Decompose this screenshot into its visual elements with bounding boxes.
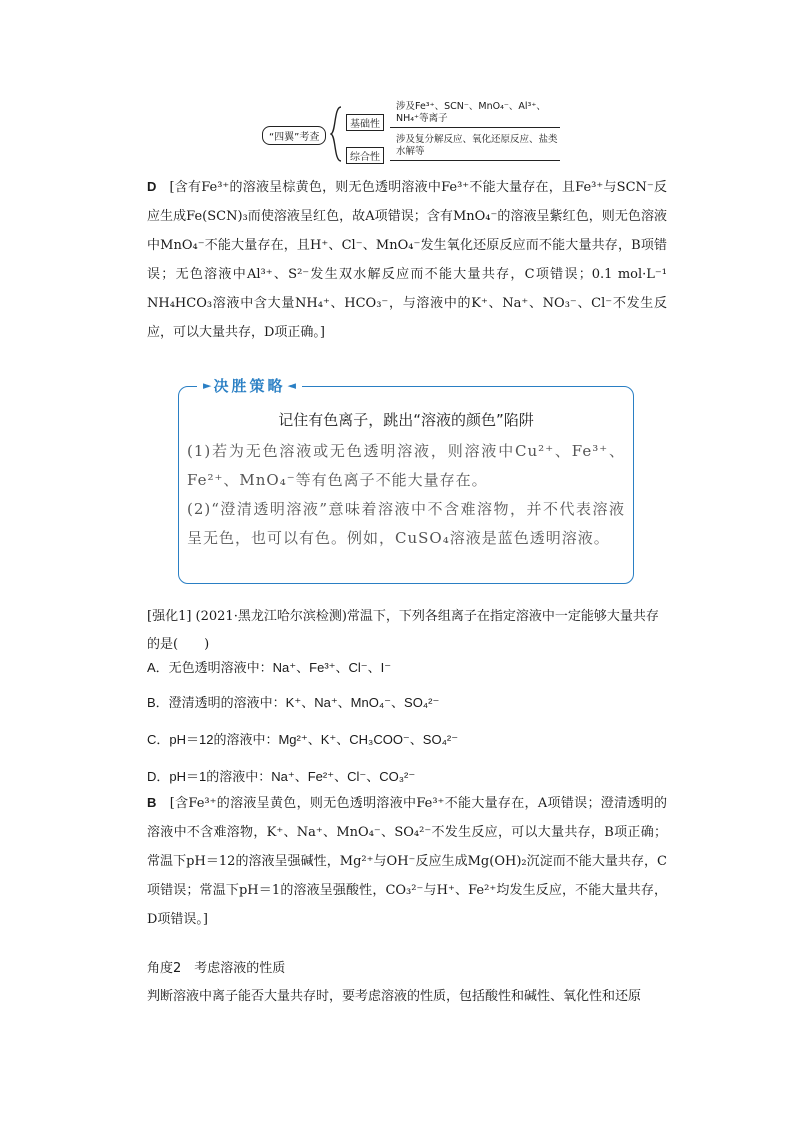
option-c: C．pH＝12的溶液中：Mg²⁺、K⁺、CH₃COO⁻、SO₄²⁻ <box>147 732 459 747</box>
strategy-title: 记住有色离子，跳出“溶液的颜色”陷阱 <box>278 411 534 429</box>
diagram-line <box>390 160 560 161</box>
strategy-tag <box>197 375 302 396</box>
question-stem: [强化1] (2021·黑龙江哈尔滨检测)常温下，下列各组离子在指定溶液中一定能够大量共存的是( ) <box>147 609 659 652</box>
diagram-root: “四翼”考查 <box>262 126 326 145</box>
strategy-item: (1)若为无色溶液或无色透明溶液，则溶液中Cu²⁺、Fe³⁺、Fe²⁺、MnO₄⁻等有色离子不能大量存在。 <box>187 442 625 489</box>
section-heading: 角度2 考虑溶液的性质 <box>147 961 286 976</box>
option-a: A．无色透明溶液中：Na⁺、Fe³⁺、Cl⁻、I⁻ <box>147 660 392 675</box>
brace-icon <box>330 106 342 162</box>
answer-explanation-2 <box>147 788 667 934</box>
mind-map-diagram <box>258 98 568 168</box>
strategy-box <box>178 377 634 584</box>
section-text: 判断溶液中离子能否大量共存时，要考虑溶液的性质，包括酸性和碱性、氧化性和还原 <box>147 989 642 1004</box>
diagram-node-comprehensive-desc: 涉及复分解反应、氧化还原反应、盐类水解等 <box>396 134 558 157</box>
answer-letter: D <box>147 179 157 194</box>
arrow-left-icon: ◄ <box>287 379 296 392</box>
answer-letter: B <box>147 795 157 810</box>
strategy-body <box>187 437 625 553</box>
option-d: D．pH＝1的溶液中：Na⁺、Fe²⁺、Cl⁻、CO₃²⁻ <box>147 769 416 784</box>
strategy-item: (2)“澄清透明溶液”意味着溶液中不含难溶物，并不代表溶液呈无色，也可以有色。例如，CuSO₄溶液是蓝色透明溶液。 <box>187 500 625 547</box>
answer-text: [含Fe³⁺的溶液呈黄色，则无色透明溶液中Fe³⁺不能大量存在，A项错误；澄清透明的溶液中不含难溶物，K⁺、Na⁺、MnO₄⁻、SO₄²⁻不发生反应，可以大量共存，B项正确；常温下pH＝12的溶液呈强碱性，Mg²⁺与OH⁻反应生成Mg(OH)₂沉淀而不能大量共存，C项错误；常温下pH＝1的溶液呈强酸性，CO₃²⁻与H⁺、Fe²⁺均发生反应，不能大量共存，D项错误。] <box>147 796 667 927</box>
diagram-node-comprehensive: 综合性 <box>346 147 384 164</box>
diagram-line <box>390 127 560 128</box>
arrow-right-icon: ► <box>203 379 212 392</box>
answer-explanation-1 <box>147 172 667 347</box>
diagram-node-basic-desc: 涉及Fe³⁺、SCN⁻、MnO₄⁻、Al³⁺、NH₄⁺等离子 <box>396 101 546 124</box>
answer-text: [含有Fe³⁺的溶液呈棕黄色，则无色透明溶液中Fe³⁺不能大量存在，且Fe³⁺与SCN⁻反应生成Fe(SCN)₃而使溶液呈红色，故A项错误；含有MnO₄⁻的溶液呈紫红色，则无色溶液中MnO₄⁻不能大量存在，且H⁺、Cl⁻、MnO₄⁻发生氧化还原反应而不能大量共存，B项错误；无色溶液中Al³⁺、S²⁻发生双水解反应而不能大量共存，C项错误；0.1 mol·L⁻¹ NH₄HCO₃溶液中含大量NH₄⁺、HCO₃⁻，与溶液中的K⁺、Na⁺、NO₃⁻、Cl⁻不发生反应，可以大量共存，D项正确。] <box>147 180 668 340</box>
strategy-tag-label: 决胜策略 <box>213 377 286 395</box>
option-b: B．澄清透明的溶液中：K⁺、Na⁺、MnO₄⁻、SO₄²⁻ <box>147 695 440 710</box>
diagram-node-basic: 基础性 <box>346 114 384 131</box>
